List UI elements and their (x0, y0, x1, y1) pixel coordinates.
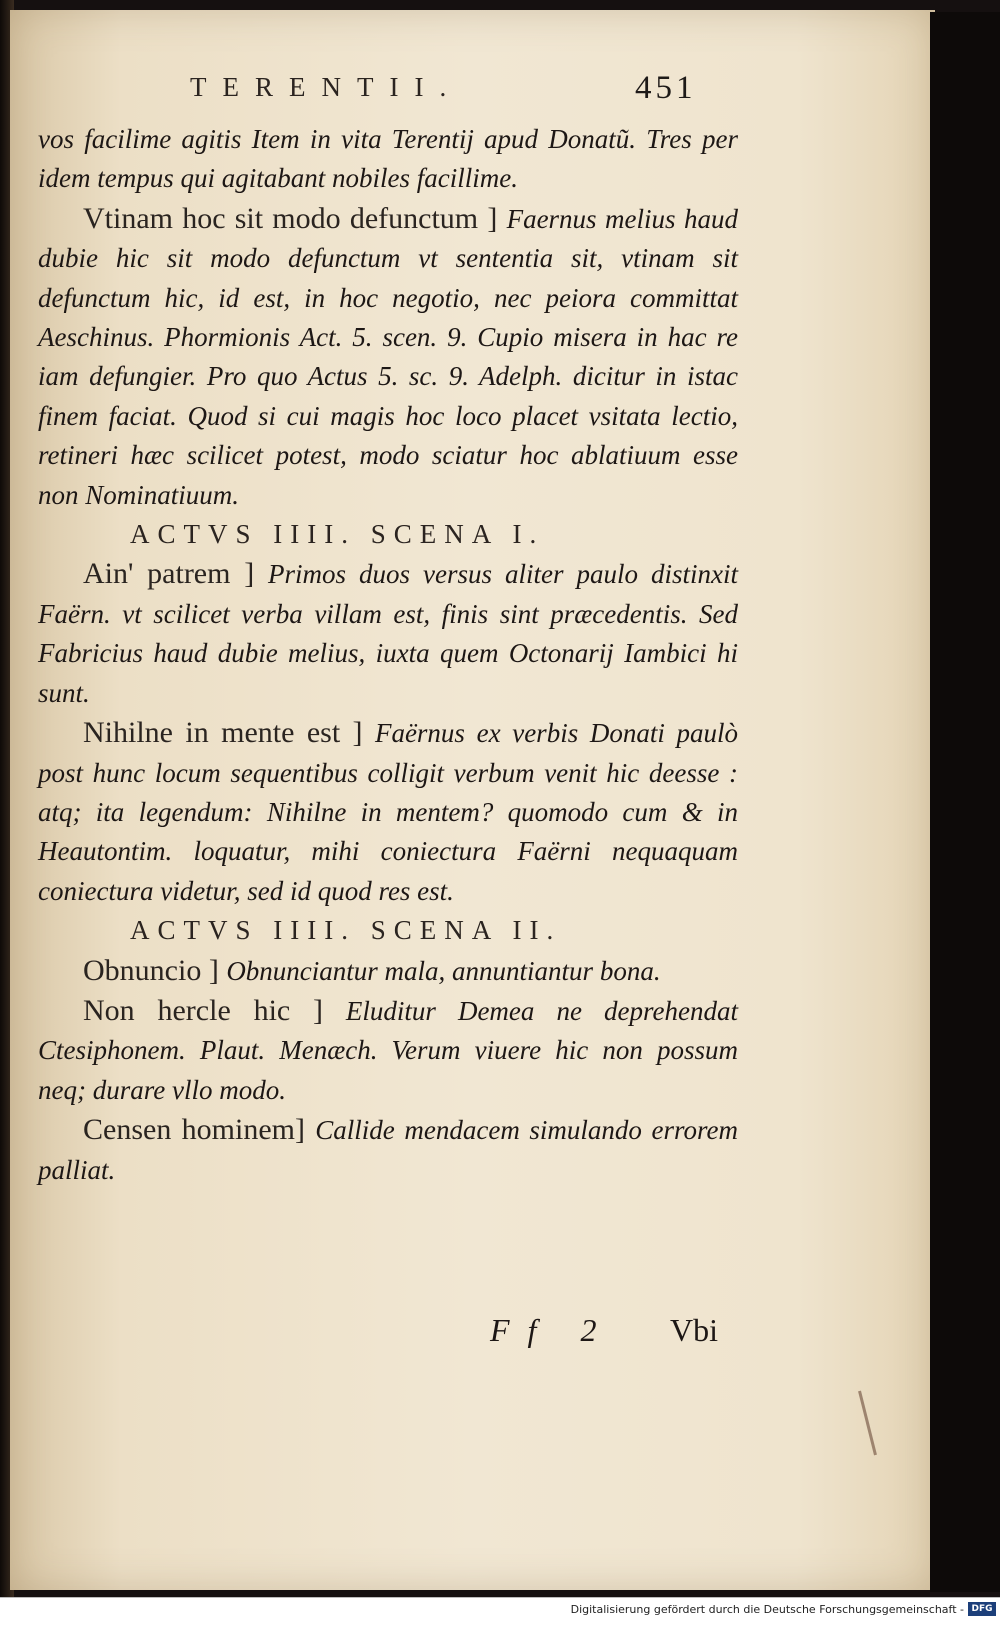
paragraph-text: Faërnus ex verbis Donati paulò post hunc locum sequentibus colligit verbum venit hic deesse : atq; ita legendum: Nihilne in mentem? quomodo cum & in Heautontim. loquatur, mihi coniectura Faërni nequaquam coniectura videtur, sed id quod res est. (38, 718, 739, 906)
page-text-block (38, 120, 738, 1190)
paragraph-note (38, 554, 738, 713)
paragraph-text: Faernus melius haud dubie hic sit modo defunctum vt sententia sit, vtinam sit defunctum hic, id est, in hoc negotio, nec peiora committat Aeschinus. Phormionis Act. 5. scen. 9. Cupio misera in hac re iam defungier. Pro quo Actus 5. sc. 9. Adelph. dicitur in istac finem faciat. Quod si cui magis hoc loco placet vsitata lectio, retineri hæc scilicet potest, modo sciatur hoc ablatiuum esse non Nominatiuum. (38, 203, 738, 510)
paragraph-text: vos facilime agitis Item in vita Terentij apud Donatũ. Tres per idem tempus qui agitabant nobiles facillime. (38, 124, 738, 194)
page-number: 451 (635, 70, 697, 106)
running-head: TERENTII. (190, 72, 463, 102)
page-footer (490, 1312, 740, 1349)
section-heading: ACTVS IIII. SCENA II. (130, 915, 562, 946)
catchword: Vbi (670, 1312, 718, 1348)
paragraph-note (38, 1110, 738, 1190)
scan-background-edge (930, 12, 1000, 1592)
lemma: Nihilne in mente est ] (83, 716, 375, 750)
paragraph-text: Primos duos versus aliter paulo distinxit Faërn. vt scilicet verba villam est, finis sint præcedentis. Sed Fabricius haud dubie melius, iuxta quem Octonarij Iambici hi sunt. (38, 559, 739, 708)
lemma: Censen hominem] (83, 1113, 316, 1147)
lemma: Ain' patrem ] (83, 557, 268, 591)
paragraph-text: Eluditur Demea ne deprehendat Ctesiphonem. Plaut. Menæch. Verum viuere hic non possum neq; durare vllo modo. (38, 995, 739, 1105)
paragraph-text: Callide mendacem simulando errorem palliat. (38, 1115, 738, 1185)
paragraph-note (38, 951, 738, 991)
paragraph-note (38, 713, 738, 911)
dfg-logo: DFG (968, 1602, 996, 1616)
section-heading: ACTVS IIII. SCENA I. (130, 519, 545, 550)
signature-mark: Ff 2 (490, 1312, 615, 1348)
paragraph-text: Obnunciantur mala, annuntiantur bona. (226, 955, 661, 986)
lemma: Non hercle hic ] (83, 993, 346, 1027)
funding-note: Digitalisierung gefördert durch die Deutsche Forschungsgemeinschaft - (570, 1603, 964, 1616)
paragraph-continuation (38, 120, 738, 199)
lemma: Obnuncio ] (83, 953, 227, 987)
lemma: Vtinam hoc sit modo defunctum ] (83, 201, 507, 235)
paragraph-note (38, 991, 738, 1110)
paragraph-note (38, 199, 738, 515)
